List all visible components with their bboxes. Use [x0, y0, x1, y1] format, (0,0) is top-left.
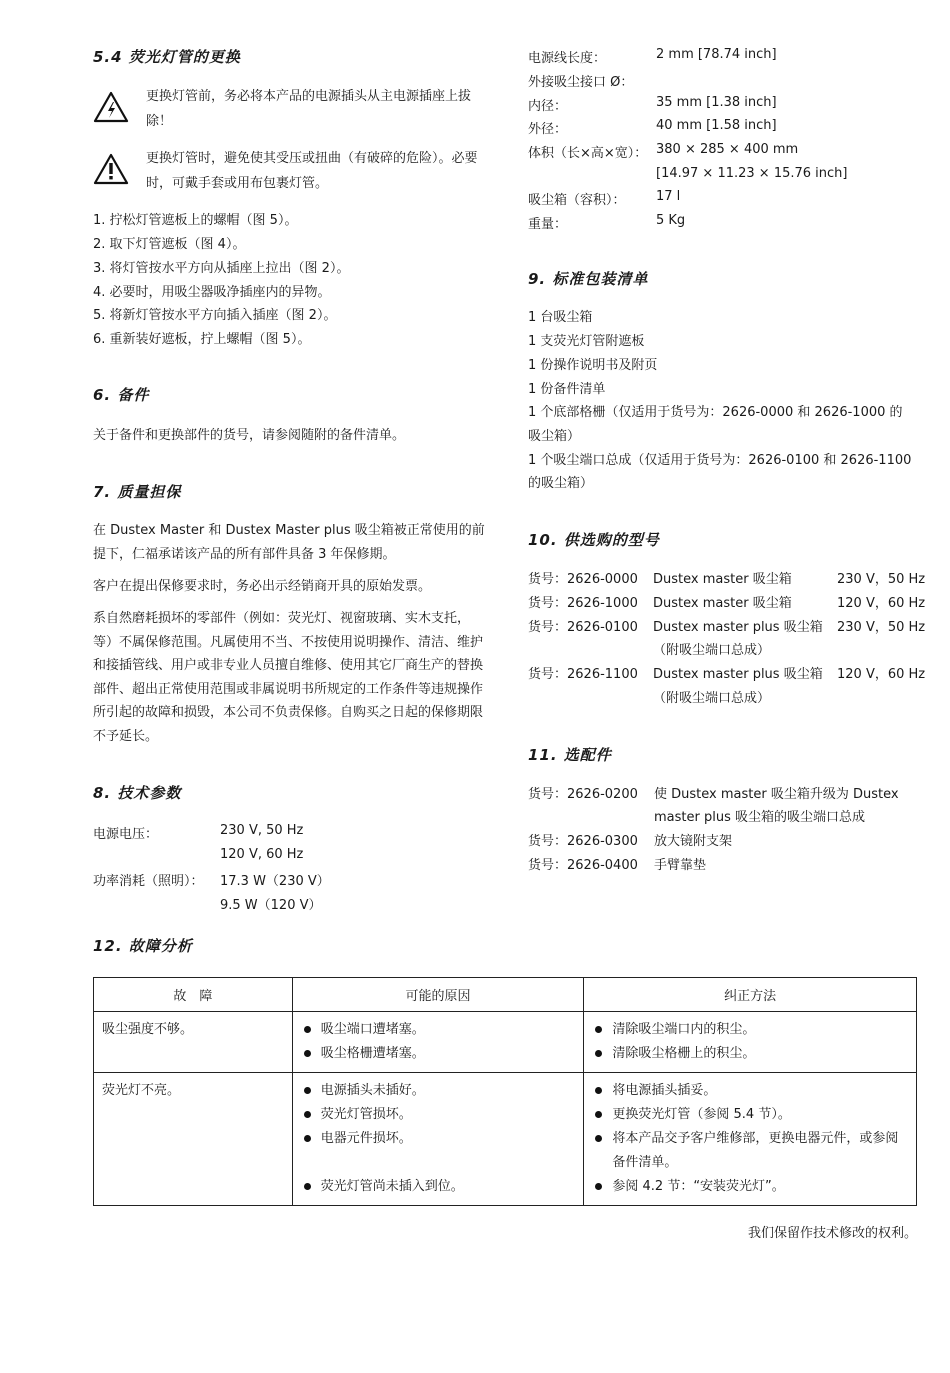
section-8-title: 8. 技术参数 [93, 784, 182, 802]
fix-item: 将电源插头插妥。 [592, 1079, 908, 1103]
cable-value: 2 mm [78.74 inch] [656, 47, 777, 62]
model-spec: 120 V，60 Hz [837, 596, 926, 611]
package-item: 1 份操作说明书及附页 [528, 358, 658, 373]
inner-label: 内径： [528, 99, 568, 114]
cause-item: 电源插头未插好。 [301, 1079, 576, 1103]
cable-label: 电源线长度： [528, 51, 607, 66]
table-row [94, 1012, 917, 1073]
power-value: 9.5 W（120 V） [220, 898, 322, 913]
warranty-paragraph-1: 在 Dustex Master 和 Dustex Master plus 吸尘箱被正常使用的前提下，仁福承诺该产品的所有部件具备 3 年保修期。 [93, 523, 485, 562]
header-fix: 纠正方法 [584, 978, 917, 1012]
model-note: （附吸尘端口总成） [653, 643, 771, 658]
accessory-number: 货号：2626-0200 [528, 787, 638, 802]
warning-text-handling: 更换灯管时，避免使其受压或扭曲（有破碎的危险）。必要时，可戴手套或用布包裹灯管。 [146, 151, 478, 191]
model-number: 货号：2626-1000 [528, 596, 638, 611]
step-item: 6. 重新装好遮板，拧上螺帽（图 5）。 [93, 332, 311, 347]
warranty-paragraph-2: 客户在提出保修要求时，务必出示经销商开具的原始发票。 [93, 579, 432, 594]
cause-item: 荧光灯管损坏。 [301, 1103, 576, 1127]
voltage-value: 120 V, 60 Hz [220, 847, 304, 862]
model-name: Dustex master 吸尘箱 [653, 572, 792, 587]
cause-item: 荧光灯管尚未插入到位。 [301, 1175, 576, 1199]
accessory-number: 货号：2626-0400 [528, 858, 638, 873]
weight-value: 5 Kg [656, 213, 686, 228]
header-fault: 故 障 [94, 978, 293, 1012]
model-spec: 120 V，60 Hz [837, 667, 926, 682]
bullet-icon [304, 1135, 311, 1142]
bullet-icon [304, 1111, 311, 1118]
package-item: 1 份备件清单 [528, 382, 606, 397]
footer-note: 我们保留作技术修改的权利。 [747, 1226, 917, 1241]
package-item: 1 个底部格栅（仅适用于货号为：2626-0000 和 2626-1000 的 [528, 405, 903, 420]
warning-triangle-icon [93, 153, 129, 185]
section-12-title: 12. 故障分析 [93, 937, 193, 955]
model-spec: 230 V，50 Hz [837, 572, 926, 587]
bullet-icon [304, 1183, 311, 1190]
power-label: 功率消耗（照明）： [93, 874, 204, 889]
size-value: [14.97 × 11.23 × 15.76 inch] [656, 166, 848, 181]
accessory-number: 货号：2626-0300 [528, 834, 638, 849]
section-10-title: 10. 供选购的型号 [528, 531, 660, 549]
power-value: 17.3 W（230 V） [220, 874, 330, 889]
size-label: 体积（长×高×宽）： [528, 146, 648, 161]
step-item: 5. 将新灯管按水平方向插入插座（图 2）。 [93, 308, 337, 323]
outer-label: 外径： [528, 122, 568, 137]
fault-table [93, 977, 917, 1206]
cause-cell [292, 1073, 584, 1206]
electric-hazard-icon [93, 91, 129, 123]
accessory-text: 放大镜附支架 [654, 834, 733, 849]
cause-cell [292, 1012, 584, 1073]
bullet-icon [595, 1026, 602, 1033]
fix-item: 将本产品交予客户维修部，更换电器元件，或参阅备件清单。 [592, 1127, 908, 1175]
header-cause: 可能的原因 [292, 978, 584, 1012]
weight-label: 重量： [528, 217, 568, 232]
outer-value: 40 mm [1.58 inch] [656, 118, 777, 133]
fix-item: 参阅 4.2 节：“安装荧光灯”。 [592, 1175, 908, 1199]
accessory-text: master plus 吸尘箱的吸尘端口总成 [654, 810, 865, 825]
section-9-title: 9. 标准包装清单 [528, 270, 649, 288]
cause-item: 吸尘端口遭堵塞。 [301, 1018, 576, 1042]
model-name: Dustex master plus 吸尘箱 [653, 620, 823, 635]
model-number: 货号：2626-0000 [528, 572, 638, 587]
fix-cell [584, 1012, 917, 1073]
step-item: 2. 取下灯管遮板（图 4）。 [93, 237, 246, 252]
bullet-icon [304, 1050, 311, 1057]
model-note: （附吸尘端口总成） [653, 691, 771, 706]
table-header-row [94, 978, 917, 1012]
table-row [94, 1073, 917, 1206]
section-11-title: 11. 选配件 [528, 746, 612, 764]
model-number: 货号：2626-0100 [528, 620, 638, 635]
capacity-label: 吸尘箱（容积）： [528, 193, 626, 208]
fault-cell: 荧光灯不亮。 [94, 1073, 293, 1206]
package-item: 吸尘箱） [528, 429, 581, 444]
cause-item: 吸尘格栅遭堵塞。 [301, 1042, 576, 1066]
bullet-icon [595, 1050, 602, 1057]
package-item: 1 支荧光灯管附遮板 [528, 334, 645, 349]
warning-text-unplug: 更换灯管前，务必将本产品的电源插头从主电源插座上拔除！ [146, 89, 472, 129]
step-item: 1. 拧松灯管遮板上的螺帽（图 5）。 [93, 213, 298, 228]
bullet-icon [304, 1026, 311, 1033]
bullet-icon [595, 1183, 602, 1190]
section-5-4-title: 5.4 荧光灯管的更换 [93, 48, 241, 66]
model-name: Dustex master plus 吸尘箱 [653, 667, 823, 682]
package-item: 的吸尘箱） [528, 476, 594, 491]
fix-cell [584, 1073, 917, 1206]
package-item: 1 台吸尘箱 [528, 310, 593, 325]
package-item: 1 个吸尘端口总成（仅适用于货号为：2626-0100 和 2626-1100 [528, 453, 912, 468]
section-7-title: 7. 质量担保 [93, 483, 182, 501]
port-label: 外接吸尘接口 Ø： [528, 75, 634, 90]
step-item: 3. 将灯管按水平方向从插座上拉出（图 2）。 [93, 261, 350, 276]
model-spec: 230 V，50 Hz [837, 620, 926, 635]
bullet-icon [595, 1135, 602, 1142]
inner-value: 35 mm [1.38 inch] [656, 95, 777, 110]
spare-parts-text: 关于备件和更换部件的货号，请参阅随附的备件清单。 [93, 428, 406, 443]
section-6-title: 6. 备件 [93, 386, 150, 404]
cause-item: 电器元件损坏。 [301, 1127, 576, 1151]
voltage-value: 230 V, 50 Hz [220, 823, 304, 838]
bullet-icon [304, 1087, 311, 1094]
voltage-label: 电源电压： [93, 827, 159, 842]
step-item: 4. 必要时，用吸尘器吸净插座内的异物。 [93, 285, 331, 300]
capacity-value: 17 l [656, 189, 681, 204]
size-value: 380 × 285 × 400 mm [656, 142, 799, 157]
warranty-paragraph-3: 系自然磨耗损坏的零部件（例如：荧光灯、视窗玻璃、实木支托，等）不属保修范围。凡属使用不当、不按使用说明操作、清洁、维护和接插管线、用户或非专业人员擅自维修、使用其它厂商生产的替换部件、超出正常使用范围或非属说明书所规定的工作条件等违规操作所引起的故障和损毁，本公司不负责保修。自购买之日起的保修期限不予延长。 [93, 611, 484, 744]
bullet-icon [595, 1111, 602, 1118]
fix-item: 清除吸尘端口内的积尘。 [592, 1018, 908, 1042]
accessory-text: 使 Dustex master 吸尘箱升级为 Dustex [654, 787, 899, 802]
model-name: Dustex master 吸尘箱 [653, 596, 792, 611]
fix-item: 更换荧光灯管（参阅 5.4 节）。 [592, 1103, 908, 1127]
fault-cell: 吸尘强度不够。 [94, 1012, 293, 1073]
fix-item: 清除吸尘格栅上的积尘。 [592, 1042, 908, 1066]
model-number: 货号：2626-1100 [528, 667, 638, 682]
accessory-text: 手臂靠垫 [654, 858, 707, 873]
bullet-icon [595, 1087, 602, 1094]
